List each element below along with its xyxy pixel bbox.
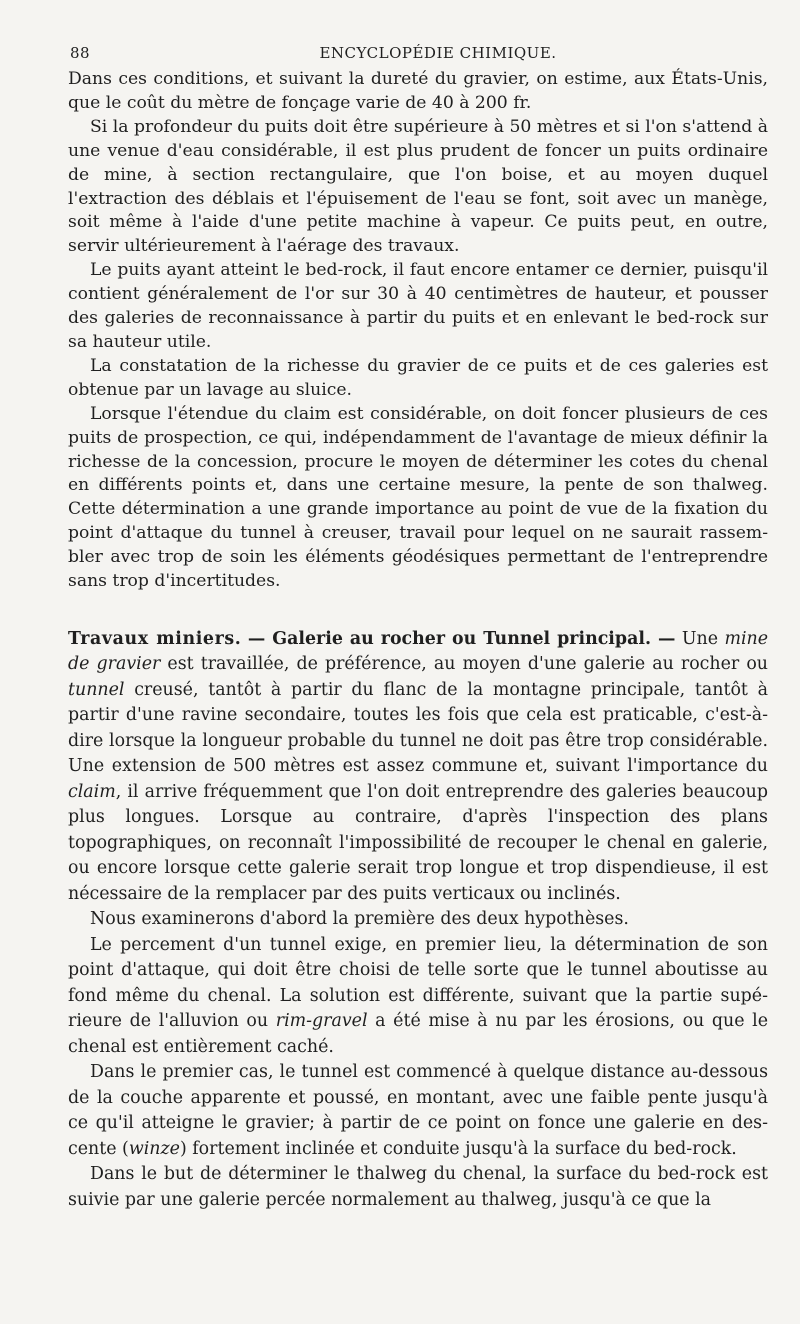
italic-term: claim: [68, 781, 116, 802]
section-travaux-miniers: [68, 627, 768, 1214]
section-spacer: [68, 594, 768, 627]
page-number: 88: [70, 44, 91, 62]
text-run: Une: [681, 628, 719, 649]
section-paragraph-2: Nous examinerons d'abord la première des deux hypothèses.: [90, 909, 629, 930]
running-head: [68, 38, 768, 68]
paragraph-4: La constatation de la richesse du gravier de ce puits et de ces galeries est obtenue par un lavage au sluice.: [68, 355, 768, 400]
section-paragraph-3: [68, 933, 768, 1061]
text-run: est travaillée, de préférence, au moyen d'une galerie au rocher ou: [167, 654, 768, 675]
section-title: Travaux miniers.: [68, 628, 242, 649]
running-title: ENCYCLOPÉDIE CHIMIQUE.: [319, 44, 557, 62]
italic-term: mine de gravier: [68, 628, 769, 675]
text-run: Le percement d'un tunnel exige, en premier lieu, la détermination de son point d'attaque, qui doit être choisi de telle sorte que le tunnel aboutisse au fond même du chenal. La solution est différente, suivant que la partie supérieure de l'alluvion ou: [68, 934, 768, 1032]
paragraph-5: Lorsque l'étendue du claim est considérable, on doit foncer plusieurs de ces puits de prospection, ce qui, indépendamment de l'avantage de mieux définir la richesse de la concession, procure le moyen de déterminer les cotes du chenal en différents points et, dans une certaine mesure, la pente de son thalweg. Cette détermination a une grande importance au point de vue de la fixation du point d'attaque du tunnel à creuser, travail pour lequel on ne saurait rassembler avec trop de soin les éléments géodésiques permettant de l'entreprendre sans trop d'incertitudes.: [68, 403, 768, 592]
italic-term: tunnel: [68, 679, 125, 700]
italic-term: rim-gravel: [275, 1011, 368, 1032]
paragraph-2: Si la profondeur du puits doit être supérieure à 50 mètres et si l'on s'attend à une venue d'eau considérable, il est plus prudent de foncer un puits ordinaire de mine, à section rectangulaire, que l'on boise, et au moyen duquel l'extraction des déblais et l'épuisement de l'eau se font, soit avec un manège, soit même à l'aide d'une petite machine à vapeur. Ce puits peut, en outre, servir ultérieurement à l'aérage des travaux.: [68, 116, 768, 257]
text-run: a été mise à nu par les érosions, ou que le chenal est entièrement caché.: [68, 1011, 769, 1057]
text-run: , il arrive fréquemment que l'on doit entreprendre des galeries beaucoup plus longues. Lorsque au contraire, d'après l'inspection des plans topographiques, on reconnaît l'impossibilité de recouper le chenal en galerie, ou encore lorsque cette galerie serait trop longue et trop dispendieuse, il est nécessaire de la remplacer par des puits verticaux ou inclinés.: [68, 781, 768, 904]
text-run: ) fortement inclinée et conduite jusqu'à la surface du bed-rock.: [179, 1138, 737, 1159]
section-paragraph-1: [68, 627, 768, 908]
text-run: Dans le premier cas, le tunnel est commencé à quelque distance au-dessous de la couche apparente et poussé, en montant, avec une faible pente jusqu'à ce qu'il atteigne le gravier; à partir de ce point on fonce une galerie en descente (: [68, 1062, 768, 1159]
italic-term: winze: [128, 1138, 180, 1159]
section-paragraph-4: [68, 1060, 768, 1162]
section-paragraph-5: Dans le but de déterminer le thalweg du chenal, la surface du bed-rock est suivie par une galerie percée normalement au thalweg, jusqu'à ce que la: [68, 1164, 768, 1210]
paragraph-3: Le puits ayant atteint le bed-rock, il faut encore entamer ce dernier, puisqu'il contient généralement de l'or sur 30 à 40 centimètres de hauteur, et pousser des galeries de reconnaissance à partir du puits et en enlevant le bed-rock sur sa hauteur utile.: [68, 260, 768, 352]
text-run: creusé, tantôt à partir du flanc de la montagne principale, tantôt à partir d'une ravine secondaire, toutes les fois que cela est praticable, c'est-à-dire lorsque la longueur probable du tunnel ne doit pas être trop considérable. Une extension de 500 mètres est assez commune et, suivant l'importance du: [68, 679, 768, 777]
section-subtitle: — Galerie au rocher ou Tunnel principal. —: [247, 628, 676, 649]
upper-text-block: [68, 68, 768, 594]
paragraph-1: Dans ces conditions, et suivant la dureté du gravier, on estime, aux États-Unis, que le coût du mètre de fonçage varie de 40 à 200 fr.: [68, 69, 768, 113]
